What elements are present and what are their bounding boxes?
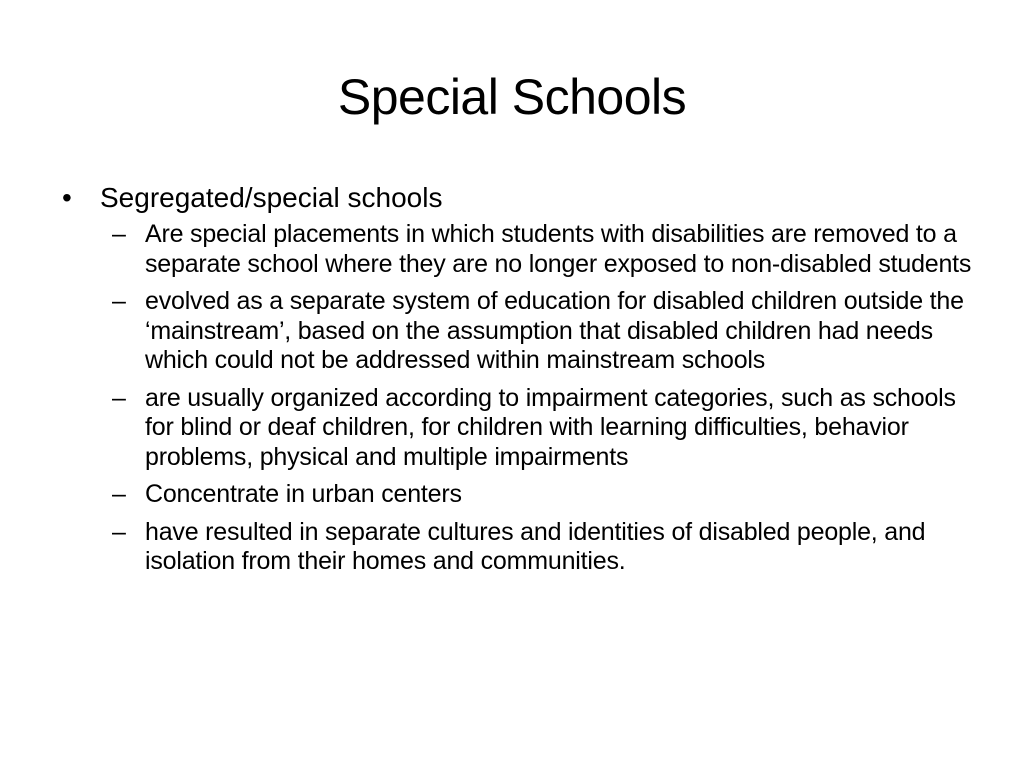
sub-bullet-item — [60, 384, 980, 473]
sub-bullet-text: Concentrate in urban centers — [145, 480, 462, 508]
slide-content — [60, 180, 980, 585]
sub-bullet-text: Are special placements in which students with disabilities are removed to a separate school where they are no longer exposed to non-disabled students — [145, 220, 972, 278]
dash-marker: – — [112, 287, 126, 315]
sub-bullet-list — [60, 220, 980, 577]
dash-marker: – — [112, 383, 126, 412]
dash-marker: – — [112, 517, 126, 546]
dash-marker: – — [112, 480, 126, 508]
sub-bullet-text: have resulted in separate cultures and identities of disabled people, and isolation from their homes and communities. — [145, 517, 926, 575]
dash-marker: – — [112, 220, 126, 248]
slide-title: Special Schools — [337, 69, 687, 125]
bullet-marker: • — [62, 182, 72, 213]
sub-bullet-item — [60, 287, 980, 376]
sub-bullet-item — [60, 480, 980, 510]
bullet-item — [60, 180, 980, 216]
bullet-text: Segregated/special schools — [100, 182, 443, 213]
sub-bullet-text: are usually organized according to impairment categories, such as schools for blind or deaf children, for children with learning difficulties, behavior problems, physical and multiple impairments — [145, 383, 956, 471]
sub-bullet-text: evolved as a separate system of education for disabled children outside the ‘mainstream’, based on the assumption that disabled children had needs which could not be addressed within mainstream schools — [145, 287, 964, 374]
sub-bullet-item — [60, 518, 980, 577]
sub-bullet-item — [60, 220, 980, 279]
